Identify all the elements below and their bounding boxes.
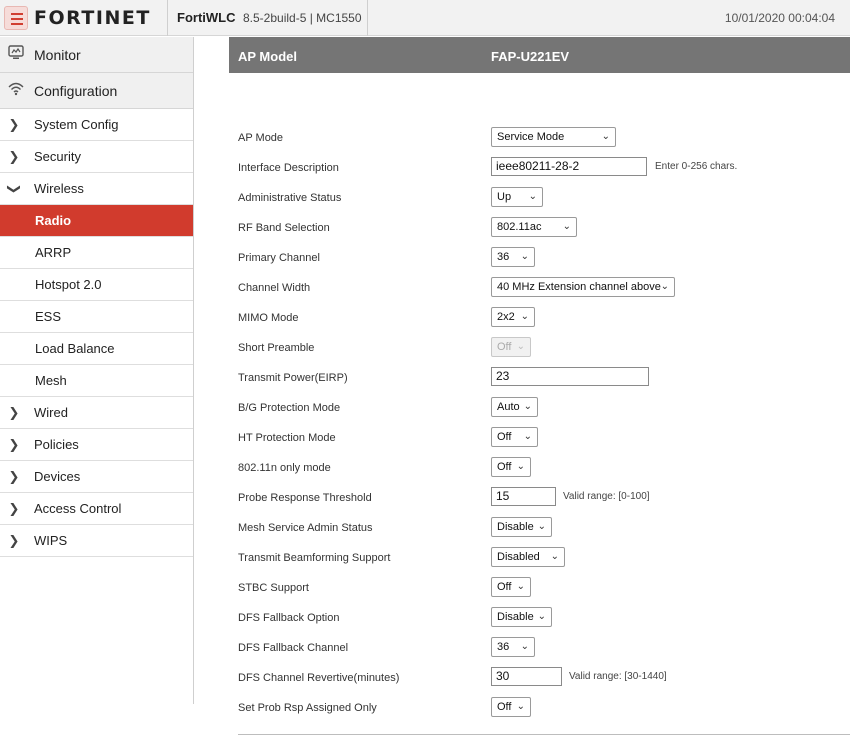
sidebar-item-system-config[interactable] bbox=[0, 109, 193, 141]
row-probe-threshold bbox=[229, 487, 850, 511]
field-label: HT Protection Mode bbox=[238, 432, 336, 444]
field-hint: Enter 0-256 chars. bbox=[655, 161, 738, 172]
sidebar-item-load-balance[interactable] bbox=[0, 333, 193, 365]
field-label: Probe Response Threshold bbox=[238, 492, 372, 504]
version-info: 8.5-2build-5 | MC1550 bbox=[243, 11, 362, 25]
chevron-down-icon: ⌄ bbox=[516, 341, 525, 352]
n-only-mode-select[interactable] bbox=[491, 457, 531, 477]
sidebar-item-label: ESS bbox=[35, 309, 62, 324]
system-datetime: 10/01/2020 00:04:04 bbox=[724, 11, 835, 25]
chevron-right-icon: ❯ bbox=[8, 116, 20, 132]
sidebar-item-label: Radio bbox=[35, 213, 72, 228]
row-dfs-revertive bbox=[229, 667, 850, 691]
chevron-down-icon: ⌄ bbox=[523, 401, 532, 412]
chevron-down-icon: ⌄ bbox=[562, 221, 571, 232]
select-value: Off bbox=[497, 461, 512, 473]
ht-protection-select[interactable] bbox=[491, 427, 538, 447]
field-label: DFS Channel Revertive(minutes) bbox=[238, 672, 400, 684]
field-label: DFS Fallback Option bbox=[238, 612, 340, 624]
sidebar-item-label: Mesh bbox=[35, 373, 67, 388]
row-prob-rsp-assigned bbox=[229, 697, 850, 721]
primary-channel-select[interactable] bbox=[491, 247, 535, 267]
sidebar-section-configuration[interactable] bbox=[0, 73, 193, 109]
select-value: 2x2 bbox=[497, 311, 515, 323]
chevron-down-icon: ⌄ bbox=[523, 431, 532, 442]
sidebar-item-policies[interactable] bbox=[0, 429, 193, 461]
sidebar-item-wireless[interactable] bbox=[0, 173, 193, 205]
sidebar-item-label: Wireless bbox=[34, 181, 84, 196]
sidebar-section-label: Monitor bbox=[34, 46, 81, 63]
sidebar-item-label: ARRP bbox=[35, 245, 72, 260]
field-label: Interface Description bbox=[238, 162, 339, 174]
sidebar bbox=[0, 37, 194, 704]
chevron-right-icon: ❯ bbox=[8, 468, 20, 484]
field-label: RF Band Selection bbox=[238, 222, 330, 234]
input-value: 30 bbox=[496, 669, 510, 683]
select-value: Off bbox=[497, 341, 512, 353]
select-value: Off bbox=[497, 431, 512, 443]
sidebar-item-devices[interactable] bbox=[0, 461, 193, 493]
mesh-admin-select[interactable] bbox=[491, 517, 552, 537]
sidebar-item-label: System Config bbox=[34, 117, 119, 132]
field-label: AP Mode bbox=[238, 132, 284, 144]
sidebar-item-label: Access Control bbox=[34, 501, 122, 516]
field-hint: Valid range: [30-1440] bbox=[569, 671, 667, 682]
input-value: 23 bbox=[496, 369, 510, 383]
transmit-power-input[interactable] bbox=[491, 367, 649, 386]
row-short-preamble bbox=[229, 337, 850, 361]
select-value: Off bbox=[497, 581, 512, 593]
sidebar-item-radio[interactable] bbox=[0, 205, 193, 237]
select-value: Off bbox=[497, 701, 512, 713]
row-mesh-admin bbox=[229, 517, 850, 541]
row-ht-protection bbox=[229, 427, 850, 451]
sidebar-item-label: Security bbox=[34, 149, 81, 164]
field-label: Set Prob Rsp Assigned Only bbox=[238, 702, 377, 714]
select-value: Service Mode bbox=[497, 131, 565, 143]
field-label: Administrative Status bbox=[238, 192, 342, 204]
sidebar-item-label: Policies bbox=[34, 437, 79, 452]
chevron-down-icon: ⌄ bbox=[520, 311, 529, 322]
field-label: MIMO Mode bbox=[238, 312, 299, 324]
sidebar-item-label: Hotspot 2.0 bbox=[35, 277, 102, 292]
sidebar-item-access-control[interactable] bbox=[0, 493, 193, 525]
select-value: Auto bbox=[497, 401, 520, 413]
hamburger-menu-button[interactable] bbox=[4, 6, 28, 30]
select-value: Disable bbox=[497, 521, 534, 533]
field-label: Transmit Power(EIRP) bbox=[238, 372, 348, 384]
chevron-down-icon: ⌄ bbox=[660, 281, 669, 292]
chevron-down-icon: ⌄ bbox=[537, 611, 546, 622]
sidebar-item-hotspot[interactable] bbox=[0, 269, 193, 301]
field-label: Mesh Service Admin Status bbox=[238, 522, 373, 534]
row-stbc bbox=[229, 577, 850, 601]
sidebar-item-label: WIPS bbox=[34, 533, 68, 548]
chevron-right-icon: ❯ bbox=[8, 148, 20, 164]
select-value: 802.11ac bbox=[497, 221, 542, 233]
rf-band-select[interactable] bbox=[491, 217, 577, 237]
field-label: Primary Channel bbox=[238, 252, 320, 264]
short-preamble-select bbox=[491, 337, 531, 357]
row-n-only-mode bbox=[229, 457, 850, 481]
select-value: 36 bbox=[497, 641, 510, 653]
row-ap-mode bbox=[229, 127, 850, 151]
row-interface-description bbox=[229, 157, 850, 181]
hamburger-icon-line bbox=[11, 18, 23, 20]
dfs-revertive-input[interactable] bbox=[491, 667, 562, 686]
top-bar bbox=[0, 0, 850, 36]
field-label: 802.11n only mode bbox=[238, 462, 331, 474]
administrative-status-select[interactable] bbox=[491, 187, 543, 207]
sidebar-item-label: Wired bbox=[34, 405, 68, 420]
sidebar-item-arrp[interactable] bbox=[0, 237, 193, 269]
chevron-down-icon: ⌄ bbox=[516, 581, 525, 592]
dfs-fallback-option-select[interactable] bbox=[491, 607, 552, 627]
field-label: Channel Width bbox=[238, 282, 311, 294]
prob-rsp-assigned-select[interactable] bbox=[491, 697, 531, 717]
input-value: 15 bbox=[496, 489, 510, 503]
field-label: Short Preamble bbox=[238, 342, 315, 354]
beamforming-select[interactable] bbox=[491, 547, 565, 567]
bg-protection-select[interactable] bbox=[491, 397, 538, 417]
select-value: Disable bbox=[497, 611, 534, 623]
chevron-right-icon: ❯ bbox=[8, 436, 20, 452]
field-hint: Valid range: [0-100] bbox=[563, 491, 650, 502]
chevron-down-icon: ⌄ bbox=[516, 701, 525, 712]
sidebar-item-wired[interactable] bbox=[0, 397, 193, 429]
row-primary-channel bbox=[229, 247, 850, 271]
channel-width-select[interactable] bbox=[491, 277, 675, 297]
divider bbox=[167, 0, 168, 36]
wifi-config-icon bbox=[6, 81, 26, 100]
sidebar-item-ess[interactable] bbox=[0, 301, 193, 333]
chevron-down-icon: ❯ bbox=[7, 183, 22, 194]
divider bbox=[367, 0, 368, 36]
chevron-down-icon: ⌄ bbox=[537, 521, 546, 532]
ap-mode-select[interactable] bbox=[491, 127, 616, 147]
ap-model-header bbox=[229, 37, 850, 73]
product-name: FortiWLC bbox=[177, 10, 236, 25]
fortinet-logo: FORTINET bbox=[34, 7, 151, 29]
row-administrative-status bbox=[229, 187, 850, 211]
field-label: STBC Support bbox=[238, 582, 309, 594]
field-label: Transmit Beamforming Support bbox=[238, 552, 391, 564]
mimo-mode-select[interactable] bbox=[491, 307, 535, 327]
sidebar-item-security[interactable] bbox=[0, 141, 193, 173]
chevron-right-icon: ❯ bbox=[8, 532, 20, 548]
stbc-select[interactable] bbox=[491, 577, 531, 597]
row-transmit-power bbox=[229, 367, 850, 391]
chevron-down-icon: ⌄ bbox=[550, 551, 559, 562]
field-label: B/G Protection Mode bbox=[238, 402, 341, 414]
row-bg-protection bbox=[229, 397, 850, 421]
interface-description-input[interactable] bbox=[491, 157, 647, 176]
sidebar-item-label: Devices bbox=[34, 469, 81, 484]
monitor-icon bbox=[6, 45, 26, 64]
row-channel-width bbox=[229, 277, 850, 301]
row-rf-band bbox=[229, 217, 850, 241]
sidebar-item-label: Load Balance bbox=[35, 341, 115, 356]
hamburger-icon bbox=[11, 13, 23, 15]
select-value: 40 MHz Extension channel above bbox=[497, 281, 661, 293]
chevron-down-icon: ⌄ bbox=[520, 641, 529, 652]
main-content bbox=[229, 37, 850, 714]
chevron-down-icon: ⌄ bbox=[601, 131, 610, 142]
sidebar-section-label: Configuration bbox=[34, 82, 118, 99]
row-beamforming bbox=[229, 547, 850, 571]
select-value: 36 bbox=[497, 251, 510, 263]
ap-model-value: FAP-U221EV bbox=[491, 49, 570, 64]
row-dfs-fallback-option bbox=[229, 607, 850, 631]
dfs-fallback-channel-select[interactable] bbox=[491, 637, 535, 657]
select-value: Up bbox=[497, 191, 512, 203]
input-value: ieee80211-28-2 bbox=[496, 159, 580, 173]
sidebar-section-monitor[interactable] bbox=[0, 37, 193, 73]
chevron-down-icon: ⌄ bbox=[520, 251, 529, 262]
ap-model-label: AP Model bbox=[238, 49, 297, 64]
hamburger-icon-line bbox=[11, 23, 23, 25]
chevron-down-icon: ⌄ bbox=[528, 191, 537, 202]
chevron-down-icon: ⌄ bbox=[516, 461, 525, 472]
probe-threshold-input[interactable] bbox=[491, 487, 556, 506]
sidebar-item-mesh[interactable] bbox=[0, 365, 193, 397]
sidebar-item-wips[interactable] bbox=[0, 525, 193, 557]
field-label: DFS Fallback Channel bbox=[238, 642, 349, 654]
row-dfs-fallback-channel bbox=[229, 637, 850, 661]
chevron-right-icon: ❯ bbox=[8, 404, 20, 420]
row-mimo-mode bbox=[229, 307, 850, 331]
chevron-right-icon: ❯ bbox=[8, 500, 20, 516]
select-value: Disabled bbox=[497, 551, 540, 563]
